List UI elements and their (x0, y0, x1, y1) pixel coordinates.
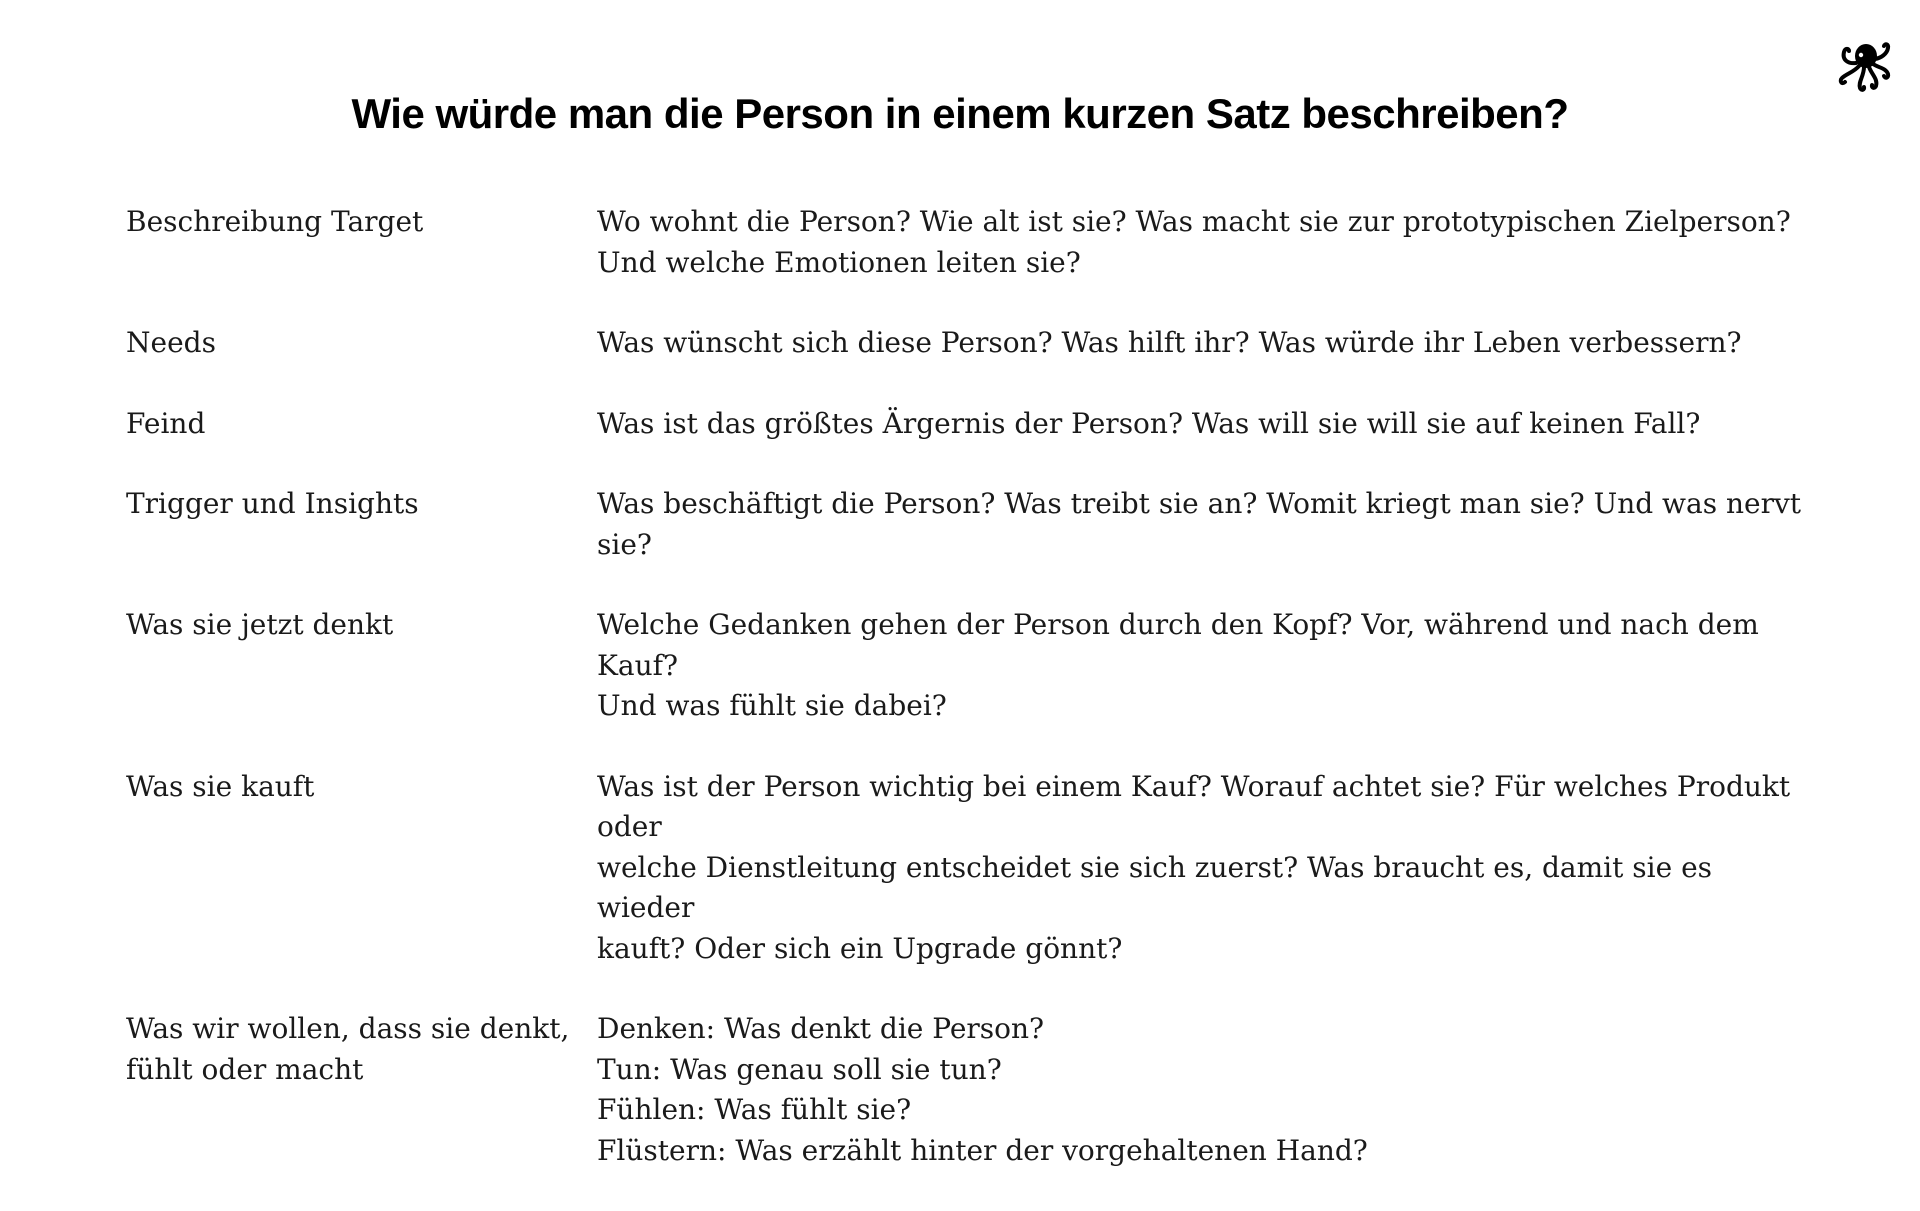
row-label: Was sie jetzt denkt (126, 608, 394, 641)
table-row (126, 404, 1816, 445)
row-text: Was beschäftigt die Person? Was treibt sie an? Womit kriegt man sie? Und was nervt sie? (597, 487, 1802, 561)
row-text: Was ist der Person wichtig bei einem Kauf? Worauf achtet sie? Für welches Produkt oder welche Dienstleitung entscheidet sie sich zuerst? Was braucht es, damit sie es wieder kauft? Oder sich ein Upgrade gönnt? (597, 769, 1791, 965)
row-text: Welche Gedanken gehen der Person durch den Kopf? Vor, während und nach dem Kauf? Und was fühlt sie dabei? (597, 608, 1759, 722)
table-row (126, 484, 1816, 565)
table-row (126, 202, 1816, 283)
row-label: Was sie kauft (126, 769, 315, 803)
table-row (126, 605, 1816, 727)
page-title: Wie würde man die Person in einem kurzen Satz beschreiben? (351, 90, 1569, 137)
row-label: Beschreibung Target (126, 205, 424, 238)
octopus-icon (1834, 36, 1894, 96)
row-text: Was wünscht sich diese Person? Was hilft ihr? Was würde ihr Leben verbessern? (597, 326, 1742, 359)
row-text: Denken: Was denkt die Person? Tun: Was genau soll sie tun? Fühlen: Was fühlt sie? Flüstern: Was erzählt hinter der vorgehaltenen Hand? (597, 1012, 1368, 1167)
row-text: Wo wohnt die Person? Wie alt ist sie? Was macht sie zur prototypischen Zielperson? Und welche Emotionen leiten sie? (597, 205, 1791, 279)
row-label: Needs (126, 326, 216, 359)
row-label: Feind (126, 406, 206, 440)
row-label: Was wir wollen, dass sie denkt, fühlt oder macht (126, 1012, 570, 1086)
table-row (126, 1009, 1816, 1171)
table-row (126, 767, 1816, 970)
row-label: Trigger und Insights (126, 487, 419, 520)
row-text: Was ist das größtes Ärgernis der Person? Was will sie will sie auf keinen Fall? (597, 406, 1701, 440)
table-row (126, 323, 1816, 364)
description-table (126, 202, 1816, 1211)
